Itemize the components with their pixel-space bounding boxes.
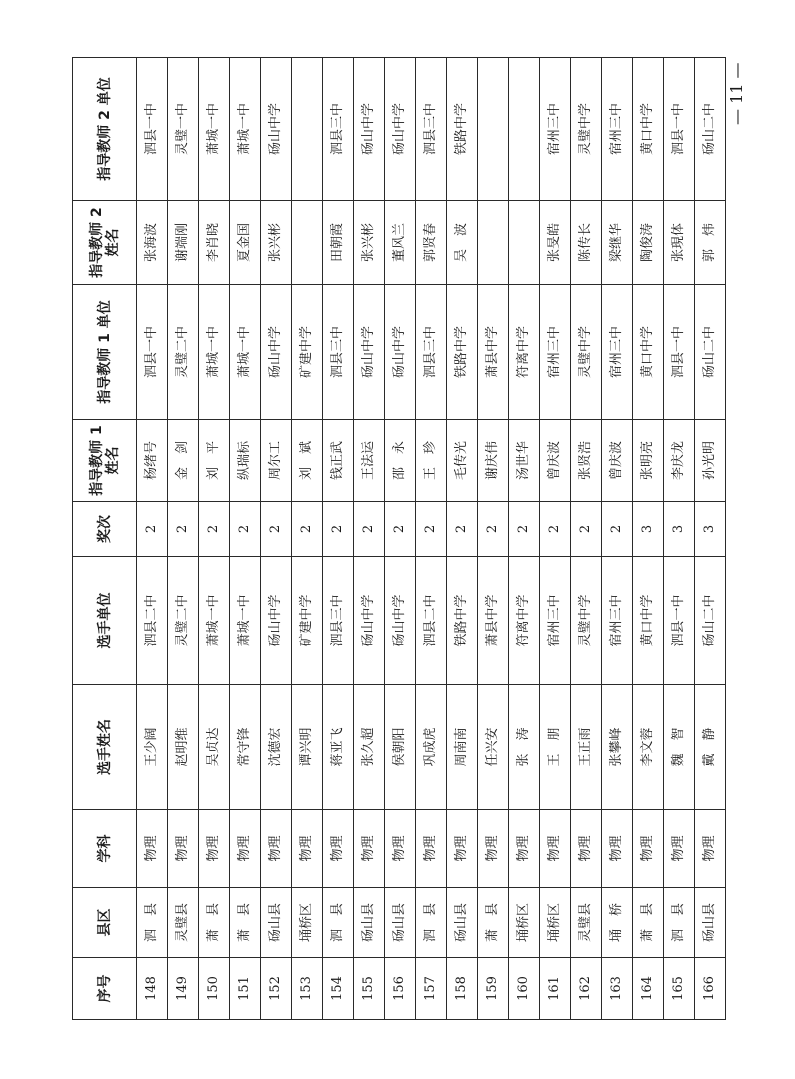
column-header: 奖次 [73,502,137,557]
row-contestant-unit: 砀山二中 [695,557,726,685]
row-teacher2-name [509,201,540,285]
row-teacher1-name: 周尔工 [261,420,292,502]
row-teacher2-unit: 铁路中学 [447,58,478,201]
row-serial: 156 [385,958,416,1020]
table-row [447,58,478,1020]
award-table-container [72,58,718,1020]
row-serial: 153 [292,958,323,1020]
row-teacher2-name: 张海波 [137,201,168,285]
row-award-rank: 2 [447,502,478,557]
row-teacher1-unit: 黄口中学 [633,285,664,420]
row-teacher1-name: 曾庆波 [602,420,633,502]
row-teacher2-unit: 砀山中学 [385,58,416,201]
row-teacher2-name: 董风兰 [385,201,416,285]
row-contestant-name: 张久超 [354,685,385,810]
row-subject: 物理 [168,810,199,888]
row-teacher1-name: 刘 平 [199,420,230,502]
row-contestant-name: 李文蓉 [633,685,664,810]
row-teacher2-name: 张兴彬 [354,201,385,285]
row-teacher1-unit: 泗县一中 [137,285,168,420]
row-teacher2-name [478,201,509,285]
row-serial: 154 [323,958,354,1020]
row-serial: 159 [478,958,509,1020]
table-body [137,58,726,1020]
column-header: 指导教师 2 单位 [73,58,137,201]
table-row [199,58,230,1020]
row-contestant-unit: 萧城一中 [230,557,261,685]
table-row [571,58,602,1020]
row-teacher2-name: 陈传长 [571,201,602,285]
row-award-rank: 2 [137,502,168,557]
row-district: 埇桥区 [540,888,571,958]
row-subject: 物理 [478,810,509,888]
row-teacher2-name: 张旻皓 [540,201,571,285]
row-teacher2-name: 李肖晓 [199,201,230,285]
row-teacher1-unit: 宿州三中 [602,285,633,420]
row-subject: 物理 [137,810,168,888]
row-subject: 物理 [509,810,540,888]
row-award-rank: 3 [664,502,695,557]
row-subject: 物理 [416,810,447,888]
row-teacher2-name: 张現体 [664,201,695,285]
row-teacher2-name: 吴 波 [447,201,478,285]
row-contestant-name: 巩成虎 [416,685,447,810]
row-contestant-unit: 黄口中学 [633,557,664,685]
row-teacher1-name: 钱正武 [323,420,354,502]
row-subject: 物理 [323,810,354,888]
row-teacher2-unit: 宿州三中 [540,58,571,201]
row-subject: 物理 [633,810,664,888]
row-teacher1-unit: 矿建中学 [292,285,323,420]
row-contestant-name: 任兴安 [478,685,509,810]
column-header: 县区 [73,888,137,958]
table-row [137,58,168,1020]
row-subject: 物理 [695,810,726,888]
row-teacher1-name: 王 珍 [416,420,447,502]
table-row [478,58,509,1020]
row-district: 砀山县 [695,888,726,958]
row-serial: 162 [571,958,602,1020]
row-contestant-unit: 砀山中学 [261,557,292,685]
row-contestant-name: 沈德宏 [261,685,292,810]
table-row [509,58,540,1020]
table-header-row [73,58,137,1020]
row-teacher2-unit [292,58,323,201]
row-serial: 148 [137,958,168,1020]
row-contestant-unit: 砀山中学 [385,557,416,685]
row-subject: 物理 [230,810,261,888]
row-teacher1-name: 曾庆波 [540,420,571,502]
row-award-rank: 2 [385,502,416,557]
row-teacher2-unit [509,58,540,201]
row-serial: 161 [540,958,571,1020]
column-header: 指导教师 1 单位 [73,285,137,420]
row-serial: 150 [199,958,230,1020]
row-contestant-unit: 符离中学 [509,557,540,685]
row-teacher1-unit: 泗县三中 [323,285,354,420]
row-subject: 物理 [571,810,602,888]
row-teacher2-unit: 泗县三中 [416,58,447,201]
row-contestant-unit: 砀山中学 [354,557,385,685]
table-row [602,58,633,1020]
row-teacher1-unit: 宿州三中 [540,285,571,420]
row-teacher2-name: 梁继华 [602,201,633,285]
row-award-rank: 2 [199,502,230,557]
row-teacher2-name: 郭 炜 [695,201,726,285]
row-award-rank: 2 [323,502,354,557]
row-teacher2-unit: 黄口中学 [633,58,664,201]
row-teacher1-unit: 灵璧中学 [571,285,602,420]
row-award-rank: 2 [509,502,540,557]
award-table [72,57,726,1020]
row-teacher1-unit: 泗县一中 [664,285,695,420]
table-row [385,58,416,1020]
row-subject: 物理 [354,810,385,888]
row-contestant-name: 谭兴明 [292,685,323,810]
table-row [261,58,292,1020]
row-contestant-unit: 宿州三中 [602,557,633,685]
row-contestant-unit: 萧县中学 [478,557,509,685]
row-teacher2-unit: 灵璧中学 [571,58,602,201]
row-teacher2-name: 夏金国 [230,201,261,285]
row-contestant-unit: 泗县二中 [416,557,447,685]
row-district: 埇桥区 [509,888,540,958]
row-serial: 163 [602,958,633,1020]
row-serial: 155 [354,958,385,1020]
table-row [354,58,385,1020]
row-serial: 166 [695,958,726,1020]
row-teacher2-name: 郭贤春 [416,201,447,285]
row-teacher2-unit: 萧城一中 [199,58,230,201]
row-award-rank: 2 [478,502,509,557]
row-teacher1-unit: 铁路中学 [447,285,478,420]
row-teacher1-name: 毛传光 [447,420,478,502]
row-award-rank: 3 [633,502,664,557]
row-contestant-name: 蒋亚飞 [323,685,354,810]
row-district: 灵璧县 [168,888,199,958]
row-subject: 物理 [664,810,695,888]
row-district: 砀山县 [385,888,416,958]
row-contestant-unit: 灵璧二中 [168,557,199,685]
row-teacher2-unit: 萧城一中 [230,58,261,201]
table-row [540,58,571,1020]
column-header: 选手单位 [73,557,137,685]
row-contestant-name: 赵明维 [168,685,199,810]
row-contestant-name: 魏 智 [664,685,695,810]
row-district: 砀山县 [261,888,292,958]
row-contestant-unit: 灵璧中学 [571,557,602,685]
row-award-rank: 3 [695,502,726,557]
row-contestant-name: 王 朋 [540,685,571,810]
row-contestant-name: 王少阔 [137,685,168,810]
row-teacher1-unit: 砀山二中 [695,285,726,420]
row-subject: 物理 [261,810,292,888]
row-teacher2-unit: 泗县一中 [664,58,695,201]
row-teacher2-unit: 宿州三中 [602,58,633,201]
row-teacher1-name: 王法运 [354,420,385,502]
row-teacher1-unit: 泗县三中 [416,285,447,420]
row-contestant-name: 王正雨 [571,685,602,810]
table-row [168,58,199,1020]
row-award-rank: 2 [292,502,323,557]
table-row [633,58,664,1020]
row-district: 灵璧县 [571,888,602,958]
row-award-rank: 2 [540,502,571,557]
row-serial: 157 [416,958,447,1020]
table-row [323,58,354,1020]
row-contestant-name: 戴 静 [695,685,726,810]
column-header: 指导教师 2 姓名 [73,201,137,285]
row-teacher1-name: 邵 永 [385,420,416,502]
row-teacher1-unit: 萧城一中 [230,285,261,420]
row-serial: 151 [230,958,261,1020]
row-award-rank: 2 [354,502,385,557]
row-subject: 物理 [540,810,571,888]
row-teacher1-name: 刘 斌 [292,420,323,502]
row-teacher1-name: 金 剑 [168,420,199,502]
row-contestant-unit: 宿州三中 [540,557,571,685]
row-teacher2-name: 陶俊涛 [633,201,664,285]
table-row [695,58,726,1020]
row-teacher1-unit: 砀山中学 [385,285,416,420]
row-teacher2-name: 张兴彬 [261,201,292,285]
column-header: 选手姓名 [73,685,137,810]
row-serial: 160 [509,958,540,1020]
row-teacher2-unit [478,58,509,201]
row-teacher2-name: 田朝霞 [323,201,354,285]
row-award-rank: 2 [571,502,602,557]
row-district: 泗 县 [323,888,354,958]
row-teacher2-name: 谢端刚 [168,201,199,285]
row-district: 砀山县 [354,888,385,958]
row-subject: 物理 [447,810,478,888]
row-district: 萧 县 [199,888,230,958]
row-award-rank: 2 [416,502,447,557]
table-row [416,58,447,1020]
row-district: 埇桥区 [292,888,323,958]
row-subject: 物理 [602,810,633,888]
row-subject: 物理 [385,810,416,888]
row-district: 泗 县 [664,888,695,958]
row-award-rank: 2 [230,502,261,557]
row-district: 泗 县 [137,888,168,958]
row-teacher2-unit: 砀山中学 [261,58,292,201]
row-serial: 164 [633,958,664,1020]
row-subject: 物理 [199,810,230,888]
row-teacher1-unit: 萧城一中 [199,285,230,420]
row-teacher1-name: 李庆龙 [664,420,695,502]
row-district: 埇 桥 [602,888,633,958]
row-teacher1-unit: 萧县中学 [478,285,509,420]
row-contestant-name: 周南南 [447,685,478,810]
row-contestant-unit: 泗县三中 [323,557,354,685]
column-header: 学科 [73,810,137,888]
row-serial: 149 [168,958,199,1020]
row-district: 萧 县 [478,888,509,958]
row-teacher1-name: 汤世华 [509,420,540,502]
table-row [664,58,695,1020]
row-district: 泗 县 [416,888,447,958]
row-teacher2-unit: 砀山中学 [354,58,385,201]
row-teacher2-unit: 砀山二中 [695,58,726,201]
row-teacher1-name: 谢庆伟 [478,420,509,502]
row-teacher2-name [292,201,323,285]
row-contestant-unit: 泗县二中 [137,557,168,685]
row-award-rank: 2 [602,502,633,557]
row-teacher1-name: 孙光明 [695,420,726,502]
row-contestant-unit: 铁路中学 [447,557,478,685]
row-serial: 165 [664,958,695,1020]
row-award-rank: 2 [261,502,292,557]
row-contestant-name: 张攀峰 [602,685,633,810]
row-teacher1-name: 杨绪号 [137,420,168,502]
row-serial: 152 [261,958,292,1020]
row-district: 砀山县 [447,888,478,958]
row-contestant-name: 常守锋 [230,685,261,810]
row-teacher1-unit: 灵璧二中 [168,285,199,420]
row-subject: 物理 [292,810,323,888]
row-teacher2-unit: 泗县三中 [323,58,354,201]
row-contestant-unit: 矿建中学 [292,557,323,685]
row-contestant-unit: 萧城一中 [199,557,230,685]
column-header: 指导教师 1 姓名 [73,420,137,502]
row-teacher1-name: 张贤浩 [571,420,602,502]
row-contestant-name: 张 涛 [509,685,540,810]
table-row [230,58,261,1020]
row-serial: 158 [447,958,478,1020]
row-contestant-unit: 泗县一中 [664,557,695,685]
row-teacher1-name: 张明亮 [633,420,664,502]
row-teacher2-unit: 泗县一中 [137,58,168,201]
row-district: 萧 县 [633,888,664,958]
row-district: 萧 县 [230,888,261,958]
row-teacher2-unit: 灵璧一中 [168,58,199,201]
table-row [292,58,323,1020]
row-teacher1-unit: 砀山中学 [261,285,292,420]
row-contestant-name: 侯朝阳 [385,685,416,810]
page-number: — 11 — [727,62,746,125]
row-teacher1-name: 纵瑞标 [230,420,261,502]
column-header: 序号 [73,958,137,1020]
row-teacher1-unit: 符离中学 [509,285,540,420]
row-teacher1-unit: 砀山中学 [354,285,385,420]
row-contestant-name: 吴贞达 [199,685,230,810]
row-award-rank: 2 [168,502,199,557]
